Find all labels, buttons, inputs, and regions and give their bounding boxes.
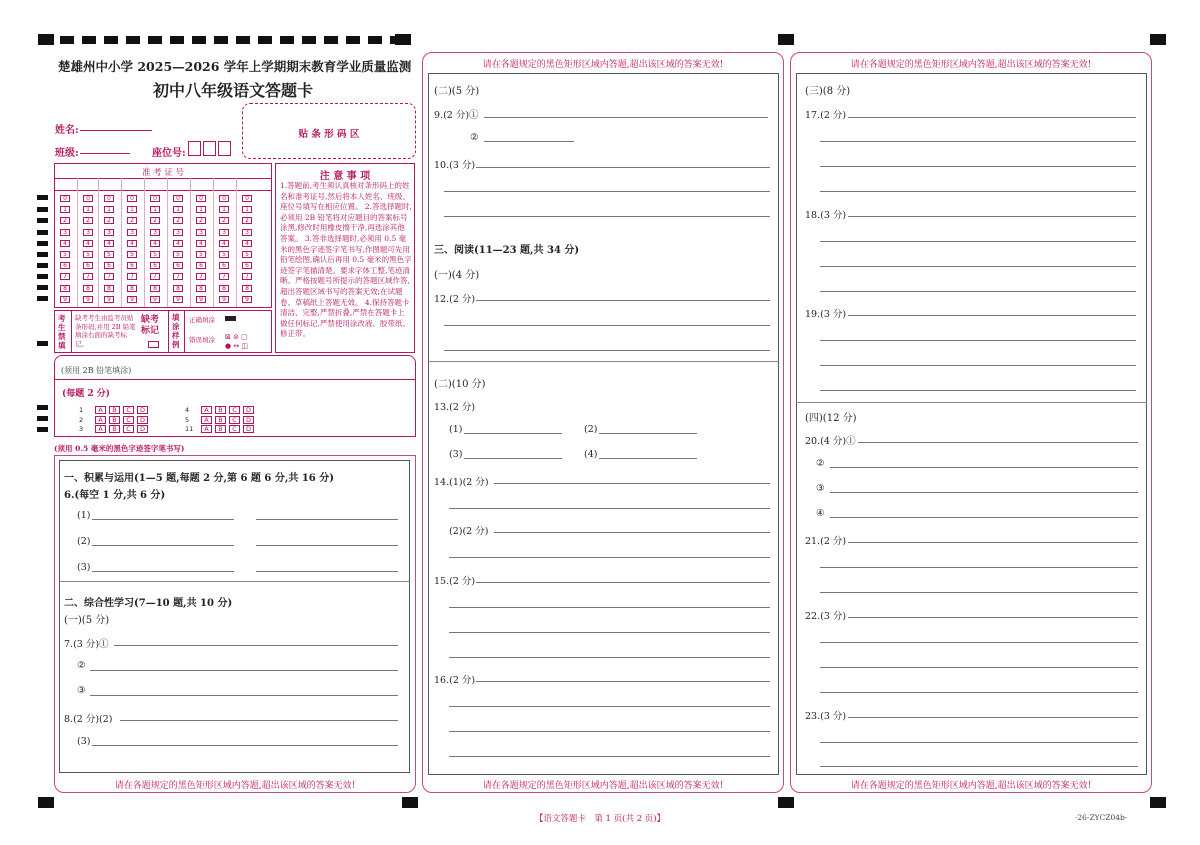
admission-digit-bubble[interactable]: 8 [83, 285, 93, 292]
timing-mark [37, 252, 48, 257]
admission-grid [54, 163, 272, 308]
q19-line-2[interactable] [820, 340, 1136, 341]
admission-digit-bubble[interactable]: 9 [127, 296, 137, 303]
mc-option-bubble[interactable]: C [123, 406, 134, 414]
right-bottom-warning: 请在各题规定的黑色矩形区域内答题,超出该区域的答案无效! [850, 781, 1092, 791]
admission-digit-bubble[interactable]: 6 [196, 262, 206, 269]
mc-option-bubble[interactable]: B [109, 406, 120, 414]
q9-2-line[interactable] [484, 141, 574, 142]
admission-digit-bubble[interactable]: 4 [83, 240, 93, 247]
admission-digit-bubble[interactable]: 5 [242, 251, 252, 258]
q15-label: 15.(2 分) [434, 576, 476, 587]
q22-label: 22.(3 分) [805, 611, 847, 622]
q18-line-1[interactable] [848, 216, 1136, 217]
admission-digit-bubble[interactable]: 0 [60, 195, 70, 202]
admission-digit-bubble[interactable]: 3 [173, 229, 183, 236]
mc-option-bubble[interactable]: A [201, 425, 212, 433]
admission-digit-bubble[interactable]: 6 [127, 262, 137, 269]
admission-digit-bubble[interactable]: 9 [219, 296, 229, 303]
section3-title: 三、阅读(11—23 题,共 34 分) [434, 245, 580, 256]
absent-row [54, 310, 272, 353]
q16-line-1[interactable] [476, 681, 770, 682]
admission-digit-bubble[interactable]: 5 [83, 251, 93, 258]
q22-line-4[interactable] [820, 692, 1138, 693]
section2-title: 二、综合性学习(7—10 题,共 10 分) [64, 598, 233, 609]
q17-line-1[interactable] [848, 117, 1136, 118]
timing-mark [37, 274, 48, 279]
q13-1-label: (1) [449, 424, 463, 435]
timing-mark [37, 195, 48, 200]
registration-mark [1150, 797, 1166, 808]
mc-option-bubble[interactable]: D [137, 416, 148, 424]
q22-line-2[interactable] [820, 642, 1138, 643]
admission-digit-bubble[interactable]: 9 [60, 296, 70, 303]
barcode-area[interactable] [242, 103, 416, 159]
q21-label: 21.(2 分) [805, 536, 847, 547]
mc-option-bubble[interactable]: D [243, 425, 254, 433]
admission-digit-bubble[interactable]: 5 [60, 251, 70, 258]
class-field[interactable] [80, 153, 130, 154]
wrong-sample-icon: ● ↔ ◫ [225, 342, 249, 350]
q13-3-label: (3) [449, 449, 463, 460]
middle-answer-box [428, 73, 779, 775]
q19-line-4[interactable] [820, 390, 1136, 391]
q19-line-1[interactable] [848, 315, 1136, 316]
admission-digit-bubble[interactable]: 1 [127, 206, 137, 213]
q15-line-1[interactable] [476, 582, 770, 583]
admission-digit-bubble[interactable]: 7 [150, 273, 160, 280]
q14-2-label: (2)(2 分) [449, 526, 489, 537]
mc-option-bubble[interactable]: B [215, 416, 226, 424]
q6-1-line[interactable] [92, 519, 234, 520]
admission-digit-bubble[interactable]: 4 [60, 240, 70, 247]
admission-digit-bubble[interactable]: 2 [173, 217, 183, 224]
q12-label: 12.(2 分) [434, 294, 476, 305]
correct-sample [225, 316, 236, 321]
registration-mark [38, 797, 54, 808]
q15-line-3[interactable] [449, 632, 770, 633]
q6-1b-line[interactable] [256, 519, 398, 520]
admission-digit-bubble[interactable]: 5 [196, 251, 206, 258]
admission-digit-bubble[interactable]: 0 [196, 195, 206, 202]
q6-2b-line[interactable] [256, 545, 398, 546]
middle-bottom-warning: 请在各题规定的黑色矩形区域内答题,超出该区域的答案无效! [482, 781, 724, 791]
absent-label: 缺考标记 [141, 315, 160, 336]
mc-question-number: 11 [185, 425, 194, 433]
admission-title: 准 考 证 号 [141, 168, 185, 178]
admission-digit-bubble[interactable]: 9 [242, 296, 252, 303]
mc-option-bubble[interactable]: D [243, 406, 254, 414]
timing-mark [37, 427, 48, 432]
q17-label: 17.(2 分) [805, 110, 847, 121]
name-field[interactable] [80, 130, 152, 131]
timing-mark [37, 218, 48, 223]
admission-digit-bubble[interactable]: 8 [219, 285, 229, 292]
timing-mark [37, 341, 48, 346]
q7-3-label: ③ [77, 685, 86, 696]
timing-mark [37, 207, 48, 212]
admission-digit-bubble[interactable]: 6 [60, 262, 70, 269]
q14-2-line-1[interactable] [494, 532, 770, 533]
q13-2-label: (2) [584, 424, 598, 435]
mc-option-bubble[interactable]: D [243, 416, 254, 424]
admission-digit-bubble[interactable]: 6 [242, 262, 252, 269]
q22-line-3[interactable] [820, 667, 1138, 668]
registration-mark [402, 797, 418, 808]
admission-digit-bubble[interactable]: 8 [173, 285, 183, 292]
admission-digit-bubble[interactable]: 5 [173, 251, 183, 258]
q20-label: 20.(4 分)① [805, 436, 856, 447]
each-score: (每题 2 分) [62, 389, 111, 399]
page-footer: 【语文答题卡 第 1 页(共 2 页)】 [534, 814, 666, 824]
forbid-text: 缺考考生由监考员贴条形码,并用 2B 铅笔填涂右面的缺考标记。 [75, 314, 136, 348]
registration-mark [38, 34, 54, 45]
code-footer: ·26-ZYCZ04b· [1075, 813, 1128, 822]
mc-question-number: 2 [79, 415, 84, 424]
admission-digit-bubble[interactable]: 1 [60, 206, 70, 213]
mc-option-bubble[interactable]: C [229, 416, 240, 424]
notice-box [275, 163, 415, 353]
q23-line-2[interactable] [820, 742, 1138, 743]
admission-digit-bubble[interactable]: 8 [242, 285, 252, 292]
q9-2-label: ② [470, 132, 479, 143]
admission-digit-bubble[interactable]: 4 [196, 240, 206, 247]
admission-digit-bubble[interactable]: 7 [60, 273, 70, 280]
admission-digit-bubble[interactable]: 4 [242, 240, 252, 247]
q20-3-label: ③ [816, 483, 825, 494]
admission-digit-bubble[interactable]: 1 [150, 206, 160, 213]
admission-digit-bubble[interactable]: 9 [196, 296, 206, 303]
sample-label: 填涂样例 [172, 313, 180, 349]
timing-mark [37, 405, 48, 410]
admission-digit-bubble[interactable]: 7 [83, 273, 93, 280]
admission-digit-bubble[interactable]: 1 [173, 206, 183, 213]
admission-digit-bubble[interactable]: 3 [83, 229, 93, 236]
q14-label: 14.(1)(2 分) [434, 477, 489, 488]
mc-question-number: 4 [185, 406, 190, 414]
admission-digit-bubble[interactable]: 3 [242, 229, 252, 236]
admission-digit-bubble[interactable]: 6 [104, 262, 114, 269]
admission-digit-bubble[interactable]: 8 [104, 285, 114, 292]
seat-box[interactable] [218, 141, 231, 156]
q19-line-3[interactable] [820, 365, 1136, 366]
admission-digit-bubble[interactable]: 5 [104, 251, 114, 258]
wrong-label: 错误填涂 [189, 336, 215, 344]
q18-line-3[interactable] [820, 266, 1136, 267]
right-sub4-label: (四)(12 分) [805, 413, 857, 424]
mid-sub2-label: (二)(5 分) [434, 86, 480, 97]
admission-digit-bubble[interactable]: 7 [242, 273, 252, 280]
correct-label: 正确填涂 [189, 316, 215, 324]
admission-digit-bubble[interactable]: 3 [127, 229, 137, 236]
seat-label: 座位号: [152, 148, 186, 159]
q6-1-label: (1) [77, 510, 91, 521]
left-warning: 请在各题规定的黑色矩形区域内答题,超出该区域的答案无效! [114, 781, 356, 791]
admission-digit-bubble[interactable]: 3 [104, 229, 114, 236]
mc-option-bubble[interactable]: B [215, 406, 226, 414]
q12-line-3[interactable] [444, 350, 770, 351]
admission-digit-bubble[interactable]: 9 [83, 296, 93, 303]
registration-mark [778, 797, 794, 808]
admission-digit-bubble[interactable]: 4 [150, 240, 160, 247]
q13-label: 13.(2 分) [434, 402, 476, 413]
q12-line-2[interactable] [444, 325, 770, 326]
mc-option-bubble[interactable]: C [123, 416, 134, 424]
q20-2-line[interactable] [830, 467, 1138, 468]
mc-option-bubble[interactable]: C [229, 406, 240, 414]
q14-1-line-1[interactable] [494, 483, 770, 484]
q15-line-2[interactable] [449, 607, 770, 608]
admission-digit-bubble[interactable]: 1 [104, 206, 114, 213]
q6-2-label: (2) [77, 536, 91, 547]
q23-line-1[interactable] [848, 717, 1138, 718]
q10-line-1[interactable] [476, 167, 770, 168]
q20-3-line[interactable] [830, 492, 1138, 493]
q20-4-label: ④ [816, 508, 825, 519]
wrong-sample-icon: ⊠ ⊘ ▢ [225, 333, 248, 341]
admission-digit-bubble[interactable]: 3 [196, 229, 206, 236]
q18-line-2[interactable] [820, 241, 1136, 242]
admission-digit-bubble[interactable]: 9 [104, 296, 114, 303]
absent-mark[interactable] [148, 341, 159, 348]
admission-digit-bubble[interactable]: 6 [150, 262, 160, 269]
mc-option-bubble[interactable]: B [109, 416, 120, 424]
admission-digit-bubble[interactable]: 1 [242, 206, 252, 213]
mc-option-bubble[interactable]: D [137, 406, 148, 414]
notice-text: 1.答题前,考生须认真核对条形码上的姓名和准考证号,然后将本人姓名、班级、座位号填写在相应位置。 2.答选择题时,必须用 2B 铅笔将对应题目的答案标号涂黑,修改时用橡皮擦干净,再选涂其他答案。 3.答非选择题时,必须用 0.5 毫米的黑色字迹签字笔书写,作图题可先用铅笔绘图,确认后再用 0.5 毫米的黑色字迹签字笔描清楚。要求字体工整,笔迹清晰。严格按题号所提示的答题区域作答,超出答题区域书写的答案无效;在试题卷、草稿纸上答题无效。 4.保持答题卡清洁、完整,严禁折叠,严禁在答题卡上做任何标记,严禁使用涂改液、胶带纸、修正带。 [280, 181, 412, 339]
admission-digit-bubble[interactable]: 8 [150, 285, 160, 292]
q14-2-line-2[interactable] [449, 557, 770, 558]
q6-label: 6.(每空 1 分,共 6 分) [64, 490, 166, 501]
admission-digit-bubble[interactable]: 0 [104, 195, 114, 202]
right-sub3-label: (三)(8 分) [805, 86, 851, 97]
admission-digit-bubble[interactable]: 2 [83, 217, 93, 224]
q8-2-line[interactable] [120, 720, 398, 721]
q10-line-2[interactable] [444, 191, 770, 192]
admission-digit-bubble[interactable]: 3 [60, 229, 70, 236]
registration-mark [1150, 34, 1166, 45]
admission-digit-bubble[interactable]: 1 [219, 206, 229, 213]
seat-box[interactable] [188, 141, 201, 156]
mc-option-bubble[interactable]: B [215, 425, 226, 433]
admission-digit-bubble[interactable]: 0 [242, 195, 252, 202]
mc-question-number: 3 [79, 425, 84, 433]
admission-digit-bubble[interactable]: 6 [173, 262, 183, 269]
q17-line-3[interactable] [820, 166, 1136, 167]
admission-digit-bubble[interactable]: 2 [219, 217, 229, 224]
timing-mark [37, 230, 48, 235]
class-label: 班级: [55, 148, 79, 159]
admission-digit-bubble[interactable]: 5 [127, 251, 137, 258]
admission-digit-bubble[interactable]: 7 [104, 273, 114, 280]
admission-digit-bubble[interactable]: 7 [173, 273, 183, 280]
q18-line-4[interactable] [820, 291, 1136, 292]
admission-digit-bubble[interactable]: 8 [127, 285, 137, 292]
q7-label: 7.(3 分)① [64, 639, 109, 650]
pencil-note: (须用 2B 铅笔填涂) [61, 366, 132, 375]
admission-digit-bubble[interactable]: 7 [219, 273, 229, 280]
admission-digit-bubble[interactable]: 1 [196, 206, 206, 213]
admission-digit-bubble[interactable]: 4 [127, 240, 137, 247]
admission-digit-bubble[interactable]: 0 [173, 195, 183, 202]
mc-question-number: 1 [79, 406, 84, 414]
q6-3-label: (3) [77, 562, 91, 573]
q18-label: 18.(3 分) [805, 210, 847, 221]
pen-note: (须用 0.5 毫米的黑色字迹签字笔书写) [54, 444, 185, 453]
admission-digit-bubble[interactable]: 7 [196, 273, 206, 280]
q20-4-line[interactable] [830, 517, 1138, 518]
q19-label: 19.(3 分) [805, 309, 847, 320]
q13-4-label: (4) [584, 449, 598, 460]
q14-1-line-2[interactable] [449, 508, 770, 509]
card-title: 初中八年级语文答题卡 [152, 81, 313, 100]
mc-option-bubble[interactable]: C [123, 425, 134, 433]
mc-option-bubble[interactable]: A [95, 406, 106, 414]
admission-digit-bubble[interactable]: 6 [219, 262, 229, 269]
mc-option-bubble[interactable]: C [229, 425, 240, 433]
timing-mark [37, 263, 48, 268]
notice-title: 注 意 事 项 [319, 171, 371, 182]
timing-mark [37, 416, 48, 421]
admission-digit-bubble[interactable]: 7 [127, 273, 137, 280]
mc-option-bubble[interactable]: A [201, 406, 212, 414]
mc-question-row [185, 423, 257, 434]
q21-line-3[interactable] [820, 592, 1138, 593]
mid-sub2b-label: (二)(10 分) [434, 379, 486, 390]
mc-option-bubble[interactable]: A [95, 416, 106, 424]
q12-line-1[interactable] [476, 300, 770, 301]
q13-1-line[interactable] [464, 433, 562, 434]
q8-3-line[interactable] [92, 745, 398, 746]
barcode-label: 贴 条 形 码 区 [298, 129, 360, 140]
admission-digit-bubble[interactable]: 6 [83, 262, 93, 269]
admission-digit-bubble[interactable]: 2 [127, 217, 137, 224]
q13-3-line[interactable] [464, 458, 562, 459]
admission-digit-bubble[interactable]: 9 [150, 296, 160, 303]
q23-label: 23.(3 分) [805, 711, 847, 722]
admission-digit-bubble[interactable]: 0 [150, 195, 160, 202]
admission-digit-bubble[interactable]: 3 [150, 229, 160, 236]
timing-mark [37, 296, 48, 301]
q8-label: 8.(2 分)(2) [64, 714, 113, 725]
mc-question-row [79, 423, 151, 434]
admission-digit-bubble[interactable]: 4 [173, 240, 183, 247]
admission-digit-bubble[interactable]: 5 [219, 251, 229, 258]
q10-line-3[interactable] [444, 216, 770, 217]
admission-digit-bubble[interactable]: 8 [60, 285, 70, 292]
q21-line-1[interactable] [848, 542, 1138, 543]
q6-3b-line[interactable] [256, 571, 398, 572]
q7-2-line[interactable] [90, 670, 398, 671]
q8-3-label: (3) [77, 736, 91, 747]
q16-line-3[interactable] [449, 731, 770, 732]
mc-option-bubble[interactable]: B [109, 425, 120, 433]
timing-mark [37, 241, 48, 246]
mc-option-bubble[interactable]: D [137, 425, 148, 433]
mc-option-bubble[interactable]: A [201, 416, 212, 424]
admission-digit-bubble[interactable]: 0 [127, 195, 137, 202]
s2-sub-label: (一)(5 分) [64, 615, 110, 626]
right-top-warning: 请在各题规定的黑色矩形区域内答题,超出该区域的答案无效! [850, 60, 1092, 70]
timing-strip [60, 36, 400, 44]
admission-digit-bubble[interactable]: 1 [83, 206, 93, 213]
admission-digit-bubble[interactable]: 3 [219, 229, 229, 236]
name-label: 姓名: [55, 125, 79, 136]
q20-1-line[interactable] [858, 442, 1138, 443]
q10-label: 10.(3 分) [434, 160, 476, 171]
admission-digit-bubble[interactable]: 9 [173, 296, 183, 303]
q16-line-4[interactable] [449, 756, 770, 757]
admission-digit-bubble[interactable]: 0 [219, 195, 229, 202]
admission-digit-bubble[interactable]: 0 [83, 195, 93, 202]
admission-digit-bubble[interactable]: 2 [242, 217, 252, 224]
mid-sub1-label: (一)(4 分) [434, 270, 480, 281]
timing-mark [37, 285, 48, 290]
q9-label: 9.(2 分)① [434, 110, 479, 121]
q13-4-line[interactable] [599, 458, 697, 459]
admission-digit-bubble[interactable]: 5 [150, 251, 160, 258]
admission-digit-bubble[interactable]: 4 [219, 240, 229, 247]
admission-digit-bubble[interactable]: 4 [104, 240, 114, 247]
q21-line-2[interactable] [820, 567, 1138, 568]
q23-line-3[interactable] [820, 766, 1138, 767]
mc-area [54, 355, 416, 437]
admission-digit-bubble[interactable]: 2 [150, 217, 160, 224]
q13-2-line[interactable] [599, 433, 697, 434]
exam-title: 楚雄州中小学 2025—2026 学年上学期期末教育学业质量监测 [58, 59, 412, 74]
q15-line-4[interactable] [449, 657, 770, 658]
q16-label: 16.(2 分) [434, 675, 476, 686]
q6-3-line[interactable] [92, 571, 234, 572]
q6-2-line[interactable] [92, 545, 234, 546]
admission-digit-bubble[interactable]: 2 [104, 217, 114, 224]
q9-1-line[interactable] [484, 117, 768, 118]
q20-2-label: ② [816, 458, 825, 469]
admission-digit-bubble[interactable]: 8 [196, 285, 206, 292]
mc-option-bubble[interactable]: A [95, 425, 106, 433]
section1-title: 一、积累与运用(1—5 题,每题 2 分,第 6 题 6 分,共 16 分) [64, 473, 334, 484]
admission-digit-bubble[interactable]: 2 [60, 217, 70, 224]
q16-line-2[interactable] [449, 706, 770, 707]
right-answer-box [796, 73, 1147, 775]
mc-question-number: 5 [185, 415, 190, 424]
q22-line-1[interactable] [848, 617, 1138, 618]
q7-2-label: ② [77, 660, 86, 671]
q7-3-line[interactable] [90, 695, 398, 696]
seat-box[interactable] [203, 141, 216, 156]
admission-digit-bubble[interactable]: 2 [196, 217, 206, 224]
q7-1-line[interactable] [114, 645, 398, 646]
q17-line-4[interactable] [820, 191, 1136, 192]
forbid-label: 考生禁填 [58, 314, 66, 350]
middle-top-warning: 请在各题规定的黑色矩形区域内答题,超出该区域的答案无效! [482, 60, 724, 70]
q17-line-2[interactable] [820, 141, 1136, 142]
registration-mark [778, 34, 794, 45]
